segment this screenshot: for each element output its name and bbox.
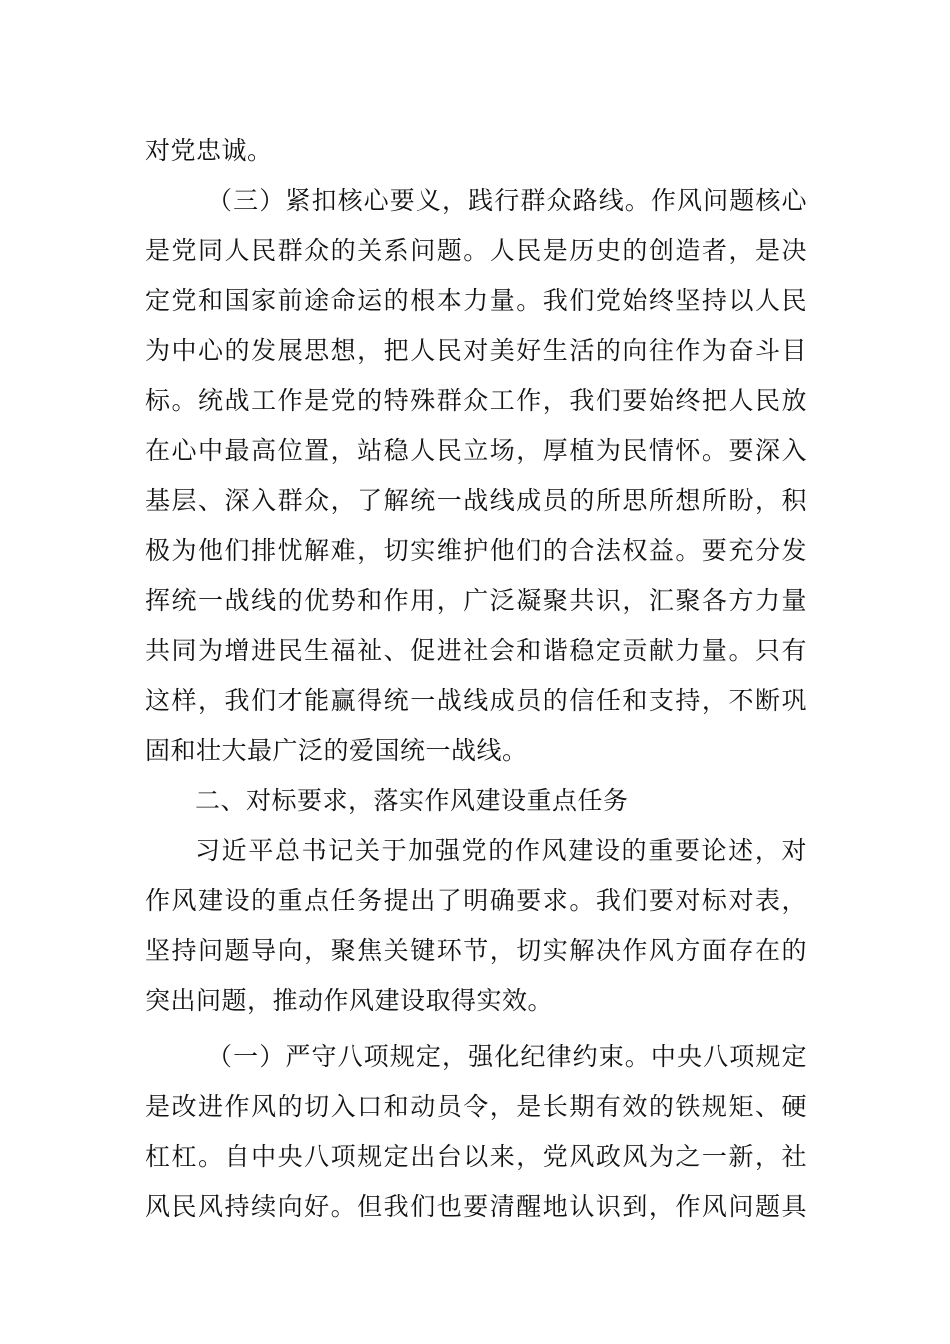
document-body (145, 126, 807, 1232)
text-line: 杠杠。自中央八项规定出台以来，党风政风为之一新，社 (145, 1142, 807, 1171)
text-line: 定党和国家前途命运的根本力量。我们党始终坚持以人民 (145, 286, 807, 315)
text-line: 是党同人民群众的关系问题。人民是历史的创造者，是决 (145, 236, 807, 265)
text-line: 标。统战工作是党的特殊群众工作，我们要始终把人民放 (145, 386, 807, 415)
text-line: 固和壮大最广泛的爱国统一战线。 (145, 736, 528, 765)
text-line: 挥统一战线的优势和作用，广泛凝聚共识，汇聚各方力量 (145, 586, 807, 615)
text-line: 对党忠诚。 (145, 136, 273, 165)
text-line: 为中心的发展思想，把人民对美好生活的向往作为奋斗目 (145, 336, 807, 365)
section-heading: 二、对标要求，落实作风建设重点任务 (195, 786, 629, 815)
text-line: 风民风持续向好。但我们也要清醒地认识到，作风问题具 (145, 1192, 807, 1221)
text-line: 坚持问题导向，聚焦关键环节，切实解决作风方面存在的 (145, 936, 807, 965)
text-line: 这样，我们才能赢得统一战线成员的信任和支持，不断巩 (145, 686, 807, 715)
text-line: 是改进作风的切入口和动员令，是长期有效的铁规矩、硬 (145, 1092, 807, 1121)
text-line: 在心中最高位置，站稳人民立场，厚植为民情怀。要深入 (145, 436, 807, 465)
paragraph-heading-line: （一）严守八项规定，强化纪律约束。中央八项规定 (207, 1042, 807, 1071)
text-line: 作风建设的重点任务提出了明确要求。我们要对标对表， (145, 886, 807, 915)
paragraph-heading-line: （三）紧扣核心要义，践行群众路线。作风问题核心 (207, 186, 807, 215)
text-line: 基层、深入群众，了解统一战线成员的所思所想所盼，积 (145, 486, 807, 515)
text-line: 共同为增进民生福祉、促进社会和谐稳定贡献力量。只有 (145, 636, 807, 665)
text-line: 极为他们排忧解难，切实维护他们的合法权益。要充分发 (145, 536, 807, 565)
text-line: 习近平总书记关于加强党的作风建设的重要论述，对 (195, 836, 807, 865)
text-line: 突出问题，推动作风建设取得实效。 (145, 986, 554, 1015)
